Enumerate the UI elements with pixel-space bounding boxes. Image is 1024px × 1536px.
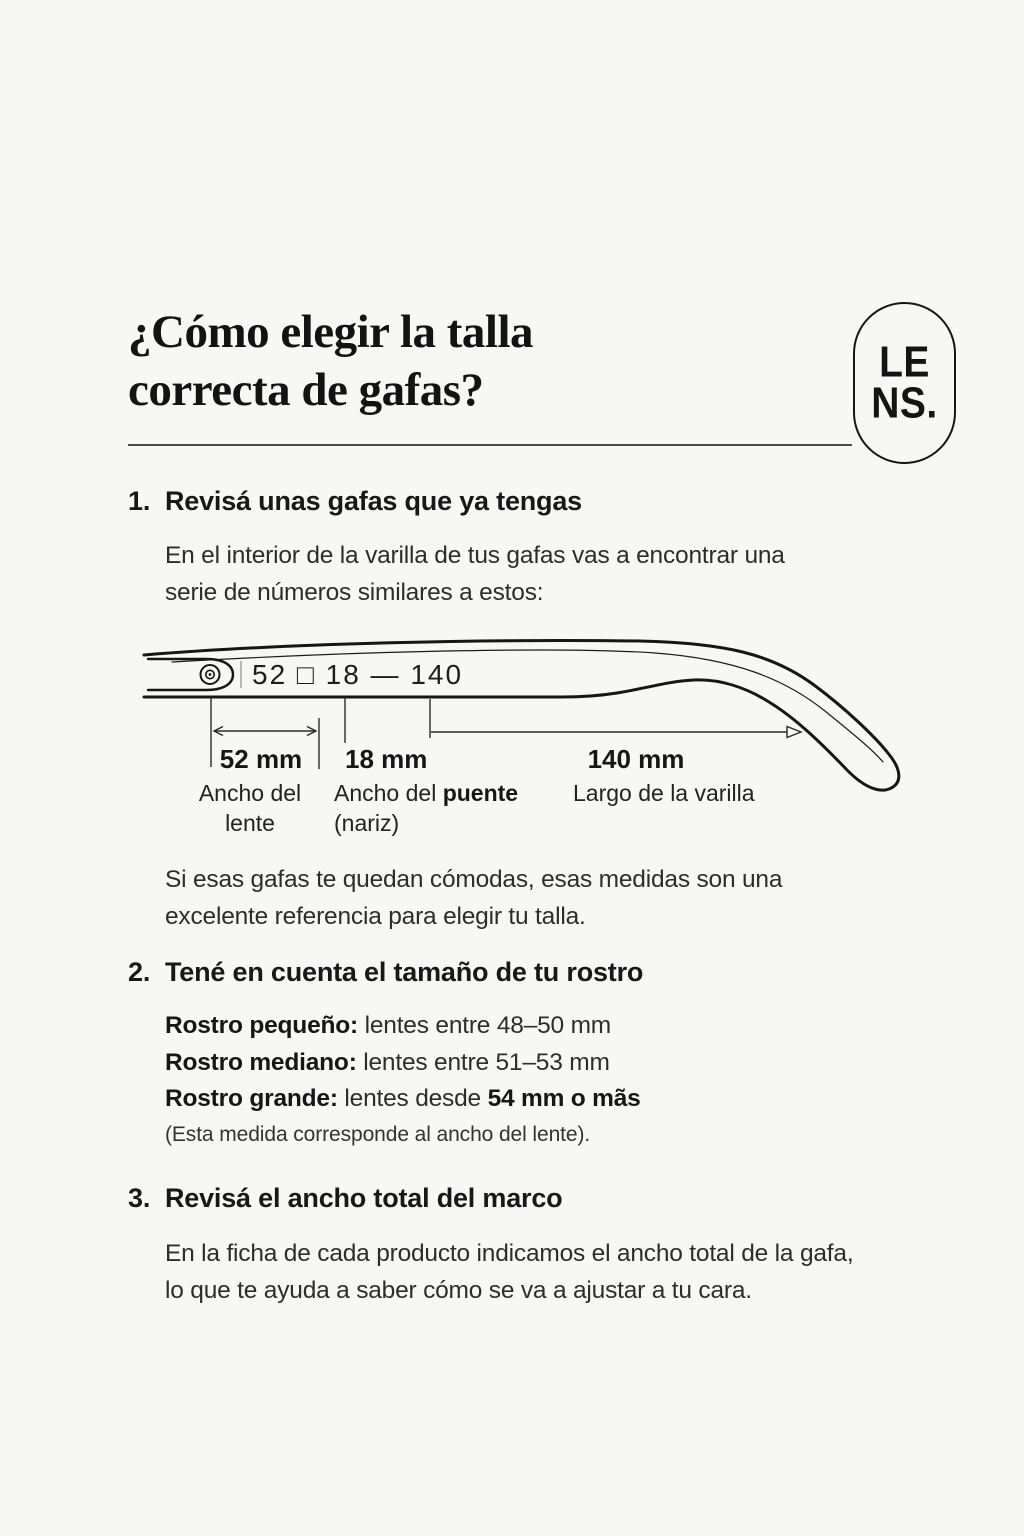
brand-logo — [853, 302, 956, 464]
small-face-text: lentes entre 48–50 mm — [358, 1012, 611, 1039]
section3-heading-text: Revisá el ancho total del marco — [165, 1183, 563, 1213]
brand-logo-line1: LE — [879, 338, 930, 387]
section1-outro-line2: excelente referencia para elegir tu talla. — [165, 903, 586, 930]
section1-outro-line1: Si esas gafas te quedan cómodas, esas medidas son una — [165, 866, 783, 893]
section2-heading — [128, 957, 643, 988]
section1-heading — [128, 486, 582, 517]
list-item-medium-face — [165, 1045, 641, 1082]
lens-width-label — [170, 778, 330, 838]
section1-intro-line1: En el interior de la varilla de tus gafas vas a encontrar una — [165, 542, 785, 569]
temple-length-value: 140 mm — [587, 744, 685, 774]
large-face-bold-tail: 54 mm o mãs — [487, 1085, 641, 1112]
bridge-width-label — [334, 778, 518, 838]
section3-body — [165, 1235, 853, 1309]
large-face-label: Rostro grande: — [165, 1085, 338, 1112]
large-face-text: lentes desde — [337, 1085, 488, 1112]
section2-number: 2. — [128, 957, 151, 987]
glasses-temple-figure — [130, 627, 920, 842]
page-title — [128, 303, 533, 419]
section3-body-line2: lo que te ayuda a saber cómo se va a ajustar a tu cara. — [165, 1277, 752, 1304]
hinge-screw-icon — [201, 665, 220, 684]
section1-intro-line2: serie de números similares a estos: — [165, 579, 544, 606]
list-item-large-face — [165, 1081, 641, 1118]
temple-length-label: Largo de la varilla — [573, 780, 755, 806]
section2-heading-text: Tené en cuenta el tamaño de tu rostro — [165, 957, 644, 987]
bridge-label-bold: puente — [442, 780, 519, 806]
face-size-list — [165, 1008, 641, 1118]
lens-width-label-line2: lente — [225, 810, 275, 836]
section3-body-line1: En la ficha de cada producto indicamos el ancho total de la gafa, — [165, 1240, 854, 1267]
lens-width-label-line1: Ancho del — [198, 780, 302, 806]
small-face-label: Rostro pequeño: — [165, 1012, 358, 1039]
section1-intro — [165, 537, 785, 611]
dimension-arrow-140 — [431, 727, 801, 738]
section1-number: 1. — [128, 486, 151, 516]
bridge-width-label-line1 — [334, 778, 518, 808]
section3-number: 3. — [128, 1183, 151, 1213]
section1-outro — [165, 861, 782, 935]
page-title-line1: ¿Cómo elegir la talla — [128, 306, 534, 358]
medium-face-label: Rostro mediano: — [165, 1048, 357, 1076]
section3-heading — [128, 1183, 562, 1214]
medium-face-text: lentes entre 51–53 mm — [356, 1048, 610, 1076]
section1-heading-text: Revisá unas gafas que ya tengas — [165, 486, 582, 516]
bridge-width-label-line2: (nariz) — [334, 810, 400, 836]
header-divider — [128, 444, 852, 446]
list-item-small-face — [165, 1008, 641, 1045]
lens-width-note: (Esta medida corresponde al ancho del lente). — [165, 1123, 591, 1146]
bridge-width-value: 18 mm — [345, 744, 428, 774]
dimension-arrow-52 — [214, 727, 316, 736]
page-title-line2: correcta de gafas? — [128, 364, 484, 416]
lens-width-value: 52 mm — [219, 744, 303, 774]
bridge-label-prefix: Ancho del — [334, 780, 443, 806]
brand-logo-line2: NS. — [871, 379, 938, 428]
temple-size-marking: 52 □ 18 — 140 — [252, 659, 464, 690]
